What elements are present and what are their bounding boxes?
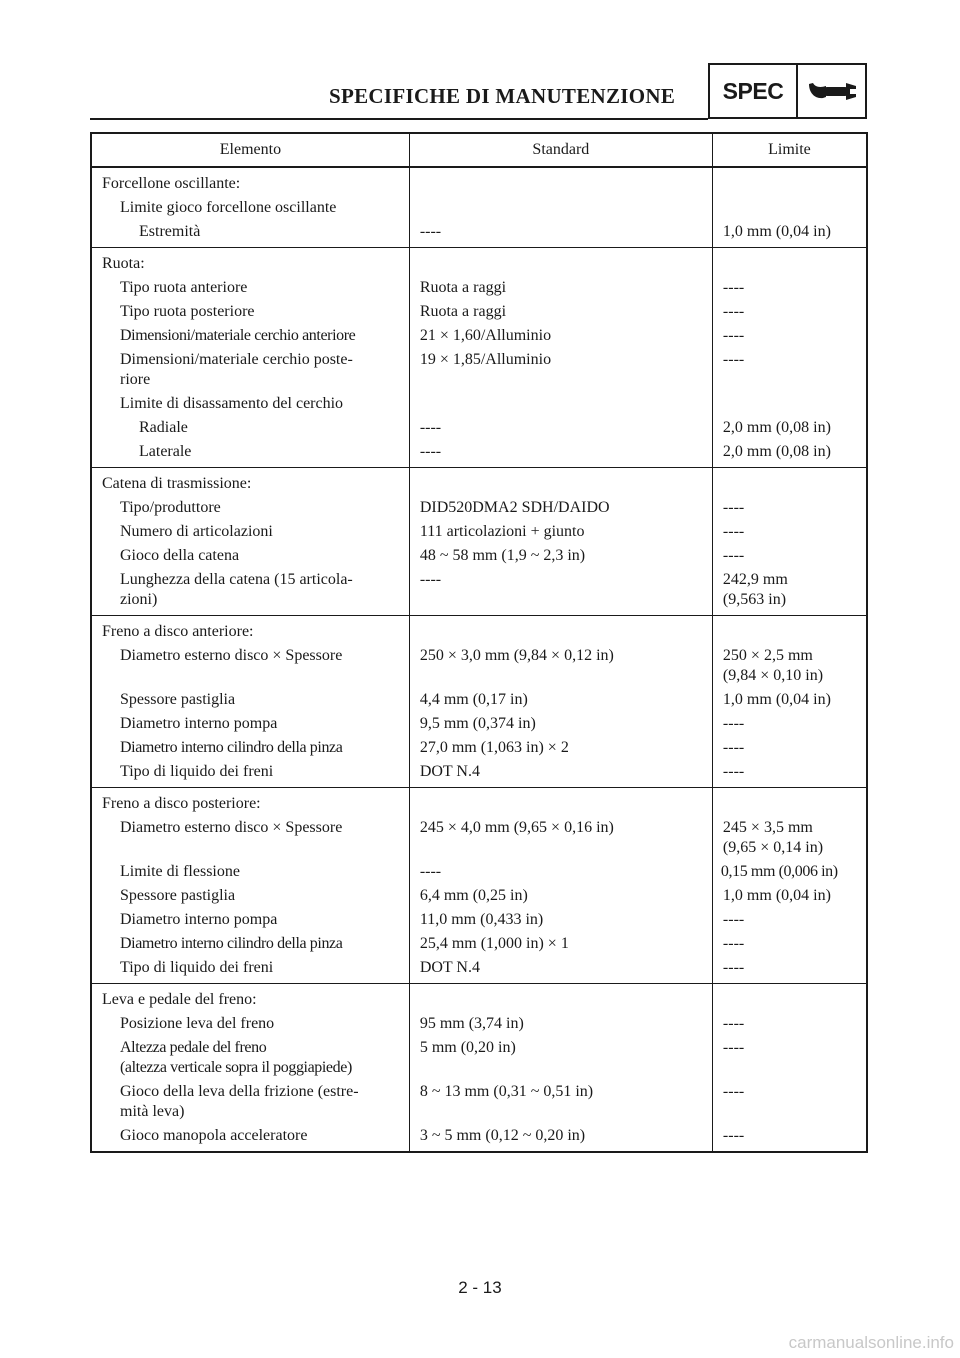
table-row bbox=[91, 544, 867, 568]
limit-cell: ---- bbox=[722, 911, 745, 928]
item-cell: Posizione leva del freno bbox=[91, 1012, 409, 1036]
limit-cell: ---- bbox=[722, 739, 745, 756]
standard-cell: 48 ~ 58 mm (1,9 ~ 2,3 in) bbox=[409, 544, 712, 568]
item-cell: Diametro interno pompa bbox=[91, 712, 409, 736]
table-row bbox=[91, 1036, 867, 1080]
standard-cell: DOT N.4 bbox=[409, 760, 712, 788]
standard-cell: 19 × 1,85/Alluminio bbox=[409, 348, 712, 392]
table-row bbox=[91, 568, 867, 616]
standard-cell: Ruota a raggi bbox=[409, 300, 712, 324]
item-cell: Diametro interno cilindro della pinza bbox=[91, 736, 409, 760]
standard-cell: 27,0 mm (1,063 in) × 2 bbox=[409, 736, 712, 760]
item-cell: Dimensioni/materiale cerchio anteriore bbox=[91, 324, 409, 348]
item-cell: Gioco della catena bbox=[91, 544, 409, 568]
item-cell: Radiale bbox=[91, 416, 409, 440]
item-cell: Limite di disassamento del cerchio bbox=[91, 392, 409, 416]
group-wheel bbox=[91, 248, 867, 468]
limit-cell: ---- bbox=[722, 1039, 745, 1056]
item-cell: Tipo ruota posteriore bbox=[91, 300, 409, 324]
table-row bbox=[91, 324, 867, 348]
group-brake-lever-pedal bbox=[91, 984, 867, 1153]
column-header-limit: Limite bbox=[712, 133, 867, 167]
group-heading-row bbox=[91, 788, 867, 817]
group-heading: Forcellone oscillante: bbox=[91, 167, 409, 196]
standard-cell: 25,4 mm (1,000 in) × 1 bbox=[409, 932, 712, 956]
limit-cell: 242,9 mm (9,563 in) bbox=[722, 571, 788, 608]
standard-cell: 9,5 mm (0,374 in) bbox=[409, 712, 712, 736]
item-cell: Diametro esterno disco × Spessore bbox=[91, 644, 409, 688]
wrench-icon bbox=[798, 65, 865, 117]
table-row bbox=[91, 1080, 867, 1124]
limit-cell: ---- bbox=[722, 523, 745, 540]
standard-cell bbox=[409, 196, 712, 220]
item-cell: Laterale bbox=[91, 440, 409, 468]
limit-cell: 1,0 mm (0,04 in) bbox=[722, 691, 831, 708]
table-row bbox=[91, 760, 867, 788]
standard-cell: 95 mm (3,74 in) bbox=[409, 1012, 712, 1036]
item-cell: Tipo ruota anteriore bbox=[91, 276, 409, 300]
table-row bbox=[91, 884, 867, 908]
table-row bbox=[91, 736, 867, 760]
group-heading: Ruota: bbox=[91, 248, 409, 277]
table-row bbox=[91, 416, 867, 440]
table-row bbox=[91, 644, 867, 688]
standard-cell: 111 articolazioni + giunto bbox=[409, 520, 712, 544]
standard-cell: 21 × 1,60/Alluminio bbox=[409, 324, 712, 348]
table-row bbox=[91, 688, 867, 712]
limit-cell: 245 × 3,5 mm (9,65 × 0,14 in) bbox=[722, 819, 824, 856]
limit-cell: 1,0 mm (0,04 in) bbox=[722, 887, 831, 904]
standard-cell: 11,0 mm (0,433 in) bbox=[409, 908, 712, 932]
group-swingarm bbox=[91, 167, 867, 248]
limit-cell: ---- bbox=[722, 547, 745, 564]
standard-cell: DOT N.4 bbox=[409, 956, 712, 984]
table-row bbox=[91, 1012, 867, 1036]
standard-cell: 8 ~ 13 mm (0,31 ~ 0,51 in) bbox=[409, 1080, 712, 1124]
table-header-row bbox=[91, 133, 867, 167]
limit-cell: ---- bbox=[722, 499, 745, 516]
table-row bbox=[91, 520, 867, 544]
item-cell: Diametro interno cilindro della pinza bbox=[91, 932, 409, 956]
standard-cell: 5 mm (0,20 in) bbox=[409, 1036, 712, 1080]
table-row bbox=[91, 196, 867, 220]
limit-cell bbox=[712, 392, 867, 416]
spec-badge bbox=[708, 63, 867, 119]
limit-cell: 2,0 mm (0,08 in) bbox=[722, 443, 831, 460]
item-cell: Gioco manopola acceleratore bbox=[91, 1124, 409, 1152]
standard-cell: 250 × 3,0 mm (9,84 × 0,12 in) bbox=[409, 644, 712, 688]
limit-cell: ---- bbox=[722, 959, 745, 976]
item-cell: Spessore pastiglia bbox=[91, 884, 409, 908]
limit-cell: ---- bbox=[722, 715, 745, 732]
item-cell: Diametro esterno disco × Spessore bbox=[91, 816, 409, 860]
table-row bbox=[91, 220, 867, 248]
table-row bbox=[91, 956, 867, 984]
group-heading-row bbox=[91, 616, 867, 645]
table-row bbox=[91, 496, 867, 520]
item-cell: Dimensioni/materiale cerchio poste- riore bbox=[91, 348, 409, 392]
standard-cell: ---- bbox=[409, 416, 712, 440]
item-cell: Spessore pastiglia bbox=[91, 688, 409, 712]
table-row bbox=[91, 908, 867, 932]
standard-cell: ---- bbox=[409, 568, 712, 616]
table-row bbox=[91, 712, 867, 736]
page-number: 2 - 13 bbox=[458, 1278, 502, 1297]
table-row bbox=[91, 816, 867, 860]
table-row bbox=[91, 300, 867, 324]
standard-cell: 4,4 mm (0,17 in) bbox=[409, 688, 712, 712]
item-cell: Limite gioco forcellone oscillante bbox=[91, 196, 409, 220]
table-row bbox=[91, 348, 867, 392]
watermark: carmanualsonline.info bbox=[788, 1333, 954, 1352]
item-cell: Limite di flessione bbox=[91, 860, 409, 884]
standard-cell: ---- bbox=[409, 220, 712, 248]
group-heading: Catena di trasmissione: bbox=[91, 468, 409, 497]
limit-cell: ---- bbox=[722, 1015, 745, 1032]
column-header-element: Elemento bbox=[91, 133, 409, 167]
standard-cell: ---- bbox=[409, 440, 712, 468]
table-row bbox=[91, 932, 867, 956]
standard-cell: 245 × 4,0 mm (9,65 × 0,16 in) bbox=[409, 816, 712, 860]
item-cell: Tipo di liquido dei freni bbox=[91, 760, 409, 788]
standard-cell: 6,4 mm (0,25 in) bbox=[409, 884, 712, 908]
limit-cell: ---- bbox=[722, 303, 745, 320]
standard-cell: 3 ~ 5 mm (0,12 ~ 0,20 in) bbox=[409, 1124, 712, 1152]
group-heading: Freno a disco posteriore: bbox=[91, 788, 409, 817]
limit-cell: ---- bbox=[722, 327, 745, 344]
limit-cell: 2,0 mm (0,08 in) bbox=[722, 419, 831, 436]
limit-cell: 0,15 mm (0,006 in) bbox=[720, 863, 838, 880]
group-heading: Leva e pedale del freno: bbox=[91, 984, 409, 1013]
limit-cell: ---- bbox=[722, 1127, 745, 1144]
limit-cell: ---- bbox=[722, 279, 745, 296]
item-cell: Lunghezza della catena (15 articola- zioni) bbox=[91, 568, 409, 616]
standard-cell bbox=[409, 392, 712, 416]
limit-cell: 1,0 mm (0,04 in) bbox=[722, 223, 831, 240]
group-front-disc-brake bbox=[91, 616, 867, 788]
header-rule bbox=[90, 118, 708, 120]
standard-cell: DID520DMA2 SDH/DAIDO bbox=[409, 496, 712, 520]
item-cell: Numero di articolazioni bbox=[91, 520, 409, 544]
item-cell: Tipo di liquido dei freni bbox=[91, 956, 409, 984]
group-heading-row bbox=[91, 468, 867, 497]
limit-cell: 250 × 2,5 mm (9,84 × 0,10 in) bbox=[722, 647, 824, 684]
table-row bbox=[91, 1124, 867, 1152]
limit-cell: ---- bbox=[722, 935, 745, 952]
group-rear-disc-brake bbox=[91, 788, 867, 984]
standard-cell: Ruota a raggi bbox=[409, 276, 712, 300]
limit-cell: ---- bbox=[722, 351, 745, 368]
page-title: SPECIFICHE DI MANUTENZIONE bbox=[329, 84, 676, 108]
limit-cell: ---- bbox=[722, 1083, 745, 1100]
item-cell: Altezza pedale del freno (altezza verticale sopra il poggiapiede) bbox=[91, 1036, 409, 1080]
standard-cell: ---- bbox=[409, 860, 712, 884]
group-heading-row bbox=[91, 167, 867, 196]
table-row bbox=[91, 860, 867, 884]
item-cell: Diametro interno pompa bbox=[91, 908, 409, 932]
group-heading-row bbox=[91, 248, 867, 277]
table-row bbox=[91, 440, 867, 468]
item-cell: Tipo/produttore bbox=[91, 496, 409, 520]
limit-cell bbox=[712, 196, 867, 220]
group-heading: Freno a disco anteriore: bbox=[91, 616, 409, 645]
item-cell: Estremità bbox=[91, 220, 409, 248]
maintenance-spec-table bbox=[90, 132, 868, 1153]
group-drive-chain bbox=[91, 468, 867, 616]
limit-cell: ---- bbox=[722, 763, 745, 780]
table-row bbox=[91, 276, 867, 300]
column-header-standard: Standard bbox=[409, 133, 712, 167]
group-heading-row bbox=[91, 984, 867, 1013]
table-row bbox=[91, 392, 867, 416]
item-cell: Gioco della leva della frizione (estre- mità leva) bbox=[91, 1080, 409, 1124]
spec-badge-label: SPEC bbox=[710, 65, 798, 117]
